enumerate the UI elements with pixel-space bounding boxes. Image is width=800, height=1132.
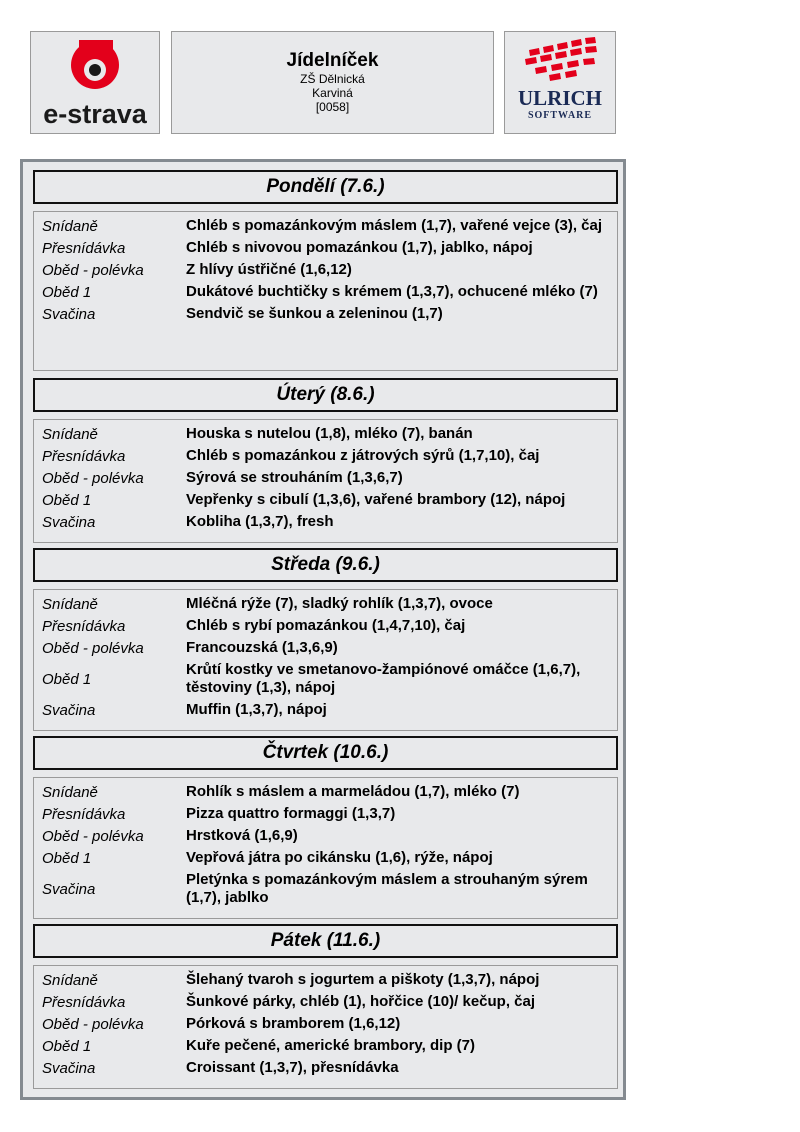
meal-row [34,467,617,489]
canteen-code: [0058] [315,100,350,114]
meal-description: Houska s nutelou (1,8), mléko (7), banán [186,425,473,442]
meal-description: Pizza quattro formaggi (1,3,7) [186,805,396,822]
day-meals-thursday [33,777,618,919]
meal-label: Svačina [42,513,96,531]
meal-row [34,659,617,699]
meal-row [34,1057,617,1079]
school-name: ZŠ Dělnická [300,72,365,86]
meal-label: Oběd 1 [42,849,92,867]
ulrich-logo-subtext: SOFTWARE [527,110,593,121]
meal-row [34,593,617,615]
meal-label: Snídaně [42,217,98,235]
ulrich-logo-text: ULRICH [517,86,603,110]
meal-label: Svačina [42,880,96,898]
meal-description: Kobliha (1,3,7), fresh [186,513,334,530]
day-meals-monday [33,211,618,371]
ulrich-logo-mark [505,32,615,133]
meal-description: Mléčná rýže (7), sladký rohlík (1,3,7), ovoce [186,595,493,612]
meal-label: Svačina [42,305,96,323]
menu-header [171,31,494,134]
meal-label: Oběd - polévka [42,639,144,657]
day-header-thursday: Čtvrtek (10.6.) [33,736,618,770]
meal-row [34,303,617,325]
e-strava-logo-mark [31,32,159,133]
meal-row [34,991,617,1013]
meal-description: Croissant (1,3,7), přesnídávka [186,1059,399,1076]
meal-label: Oběd - polévka [42,1015,144,1033]
meal-row [34,489,617,511]
day-header-monday: Pondělí (7.6.) [33,170,618,204]
meal-description: Pletýnka s pomazánkovým máslem a strouhaným sýrem (1,7), jablko [186,871,588,906]
meal-row [34,237,617,259]
meal-label: Snídaně [42,783,98,801]
meal-description: Francouzská (1,3,6,9) [186,639,338,656]
meal-row [34,825,617,847]
meal-description: Z hlívy ústřičné (1,6,12) [186,261,352,278]
e-strava-logo [30,31,160,134]
meal-description: Sýrová se strouháním (1,3,6,7) [186,469,403,486]
meal-label: Oběd 1 [42,670,92,688]
meal-description: Kuře pečené, americké brambory, dip (7) [186,1037,475,1054]
meal-description: Chléb s nivovou pomazánkou (1,7), jablko, nápoj [186,239,533,256]
meal-label: Oběd 1 [42,491,92,509]
meal-label: Oběd - polévka [42,827,144,845]
meal-label: Přesnídávka [42,617,126,635]
day-header-tuesday: Úterý (8.6.) [33,378,618,412]
meal-description: Šlehaný tvaroh s jogurtem a piškoty (1,3,7), nápoj [186,971,540,988]
meal-label: Oběd - polévka [42,469,144,487]
meal-row [34,511,617,533]
meal-row [34,969,617,991]
meal-label: Oběd 1 [42,1037,92,1055]
day-meals-wednesday [33,589,618,731]
meal-description: Krůtí kostky ve smetanovo-žampiónové omáčce (1,6,7), těstoviny (1,3), nápoj [186,661,581,696]
meal-row [34,781,617,803]
meal-description: Chléb s rybí pomazánkou (1,4,7,10), čaj [186,617,466,634]
meal-label: Svačina [42,701,96,719]
meal-description: Chléb s pomazánkou z játrových sýrů (1,7,10), čaj [186,447,540,464]
meal-label: Přesnídávka [42,447,126,465]
meal-row [34,637,617,659]
ulrich-software-logo [504,31,616,134]
meal-description: Pórková s bramborem (1,6,12) [186,1015,401,1032]
meal-row [34,615,617,637]
meal-row [34,869,617,909]
meal-label: Snídaně [42,971,98,989]
weekly-menu [20,159,626,1100]
day-meals-friday [33,965,618,1089]
meal-row [34,423,617,445]
meal-row [34,847,617,869]
day-header-wednesday: Středa (9.6.) [33,548,618,582]
e-strava-logo-text: e-strava [43,99,147,129]
meal-label: Přesnídávka [42,805,126,823]
meal-row [34,1035,617,1057]
meal-row [34,803,617,825]
meal-description: Vepřenky s cibulí (1,3,6), vařené brambory (12), nápoj [186,491,566,508]
meal-row [34,445,617,467]
meal-row [34,699,617,721]
day-header-friday: Pátek (11.6.) [33,924,618,958]
day-meals-tuesday [33,419,618,543]
meal-description: Dukátové buchtičky s krémem (1,3,7), ochucené mléko (7) [186,283,598,300]
meal-label: Oběd - polévka [42,261,144,279]
meal-label: Snídaně [42,595,98,613]
meal-description: Šunkové párky, chléb (1), hořčice (10)/ kečup, čaj [186,993,536,1010]
meal-row [34,259,617,281]
meal-description: Chléb s pomazánkovým máslem (1,7), vařené vejce (3), čaj [186,217,603,234]
meal-label: Svačina [42,1059,96,1077]
meal-label: Přesnídávka [42,239,126,257]
meal-label: Snídaně [42,425,98,443]
meal-description: Hrstková (1,6,9) [186,827,298,844]
meal-description: Rohlík s máslem a marmeládou (1,7), mléko (7) [186,783,520,800]
meal-label: Přesnídávka [42,993,126,1011]
meal-row [34,281,617,303]
meal-description: Muffin (1,3,7), nápoj [186,701,327,718]
meal-label: Oběd 1 [42,283,92,301]
meal-description: Vepřová játra po cikánsku (1,6), rýže, nápoj [186,849,493,866]
school-city: Karviná [312,86,353,100]
page-title: Jídelníček [286,50,379,71]
meal-description: Sendvič se šunkou a zeleninou (1,7) [186,305,443,322]
meal-row [34,215,617,237]
meal-row [34,1013,617,1035]
